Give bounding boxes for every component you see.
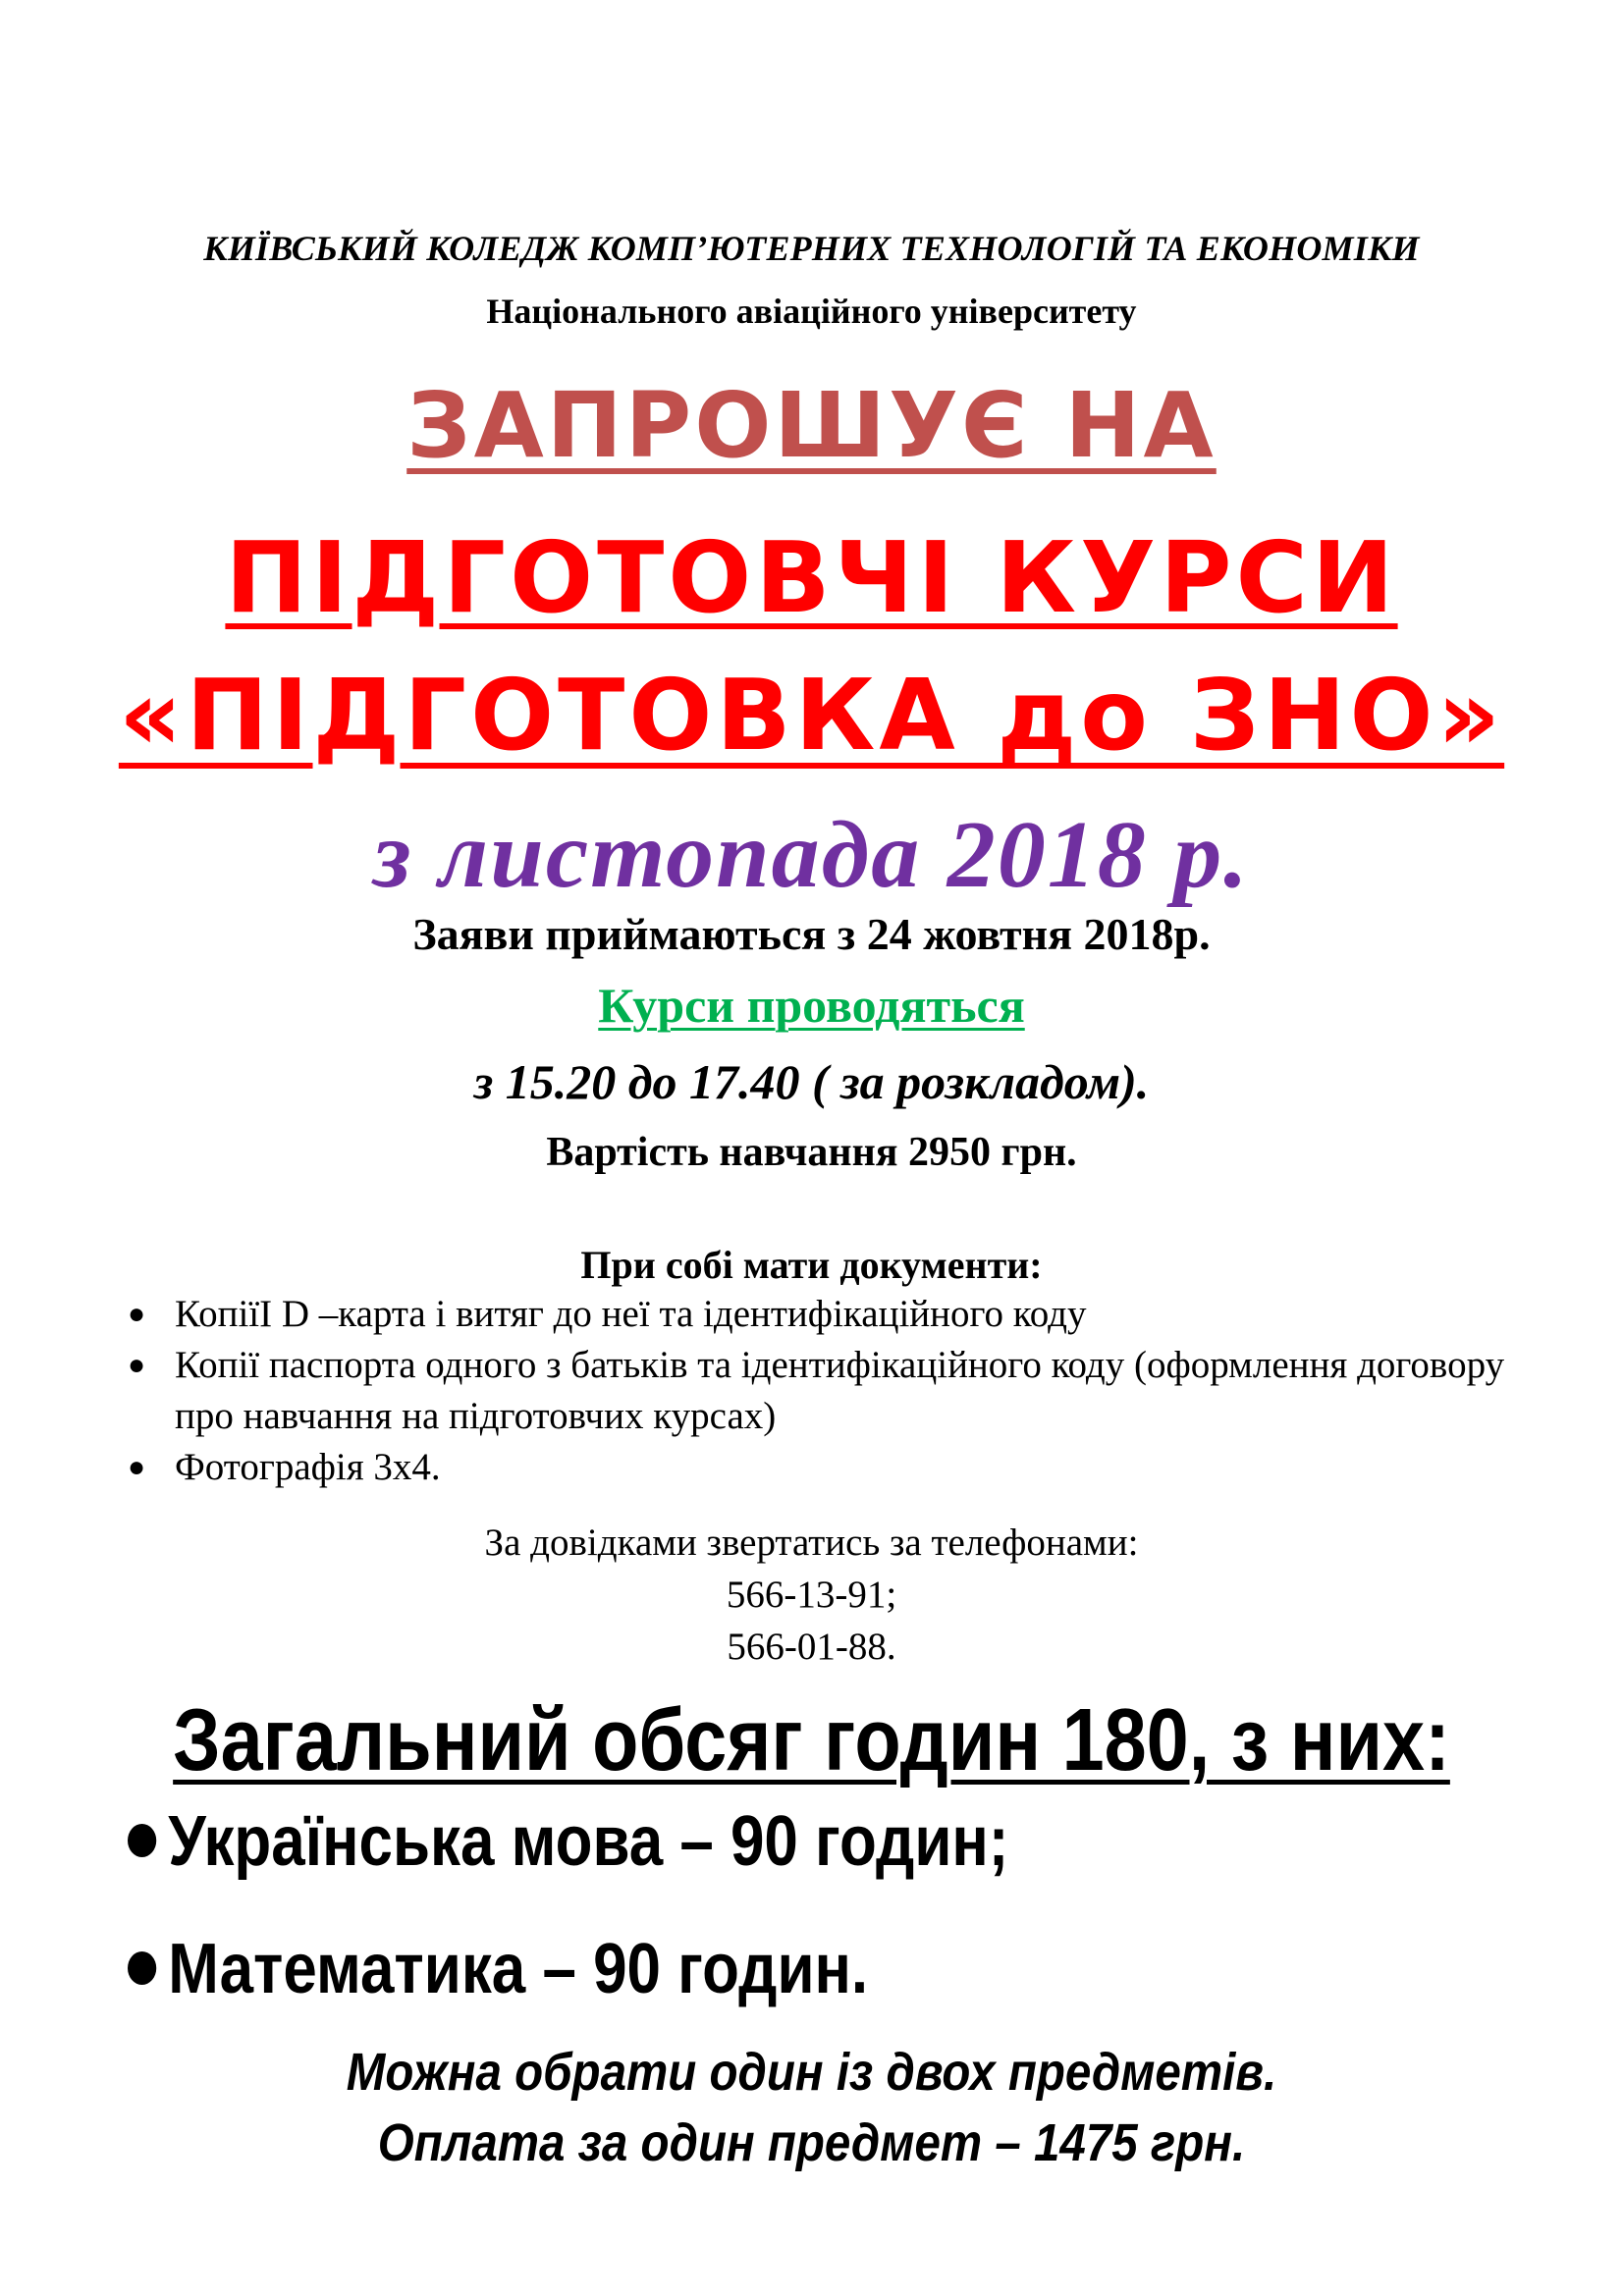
choice-note: Можна обрати один із двох предметів. (346, 2043, 1277, 2102)
list-item (118, 1340, 1542, 1442)
applications-date: Заяви приймаються з 24 жовтня 2018р. (412, 909, 1211, 959)
course-time: з 15.20 до 17.40 ( за розкладом). (473, 1054, 1150, 1109)
documents-heading: При собі мати документи: (580, 1243, 1043, 1287)
subject-item-ukrainian (128, 1801, 1008, 1882)
phone-number: 566-13-91; (726, 1574, 897, 1616)
list-item (118, 1289, 1542, 1340)
payment-note: Оплата за один предмет – 1475 грн. (377, 2113, 1246, 2172)
university-name: Національного авіаційного університету (486, 292, 1137, 331)
document-item-text: КопіїI D –карта і витяг до неї та ідентифікаційного коду (175, 1293, 1087, 1335)
documents-list (118, 1289, 1542, 1493)
bullet-icon (128, 1951, 156, 1985)
college-name: КИЇВСЬКИЙ КОЛЕДЖ КОМП’ЮТЕРНИХ ТЕХНОЛОГІЙ ТА ЕКОНОМІКИ (203, 229, 1420, 268)
bullet-icon (128, 1824, 156, 1857)
list-item (118, 1442, 1542, 1493)
bullet-icon: ● (128, 1451, 146, 1483)
invite-heading: ЗАПРОШУЄ НА (406, 373, 1217, 478)
courses-heading: ПІДГОТОВЧІ КУРСИ (225, 520, 1398, 635)
subject-item-math (128, 1929, 868, 2009)
document-item-text: Фотографія 3х4. (175, 1446, 441, 1488)
document-item-text: Копії паспорта одного з батьків та ідентифікаційного коду (оформлення договору про навчання на підготовчих курсах) (175, 1344, 1505, 1437)
courses-held-label: Курси проводяться (598, 978, 1025, 1033)
total-hours-heading: Загальний обсяг годин 180, з них: (173, 1691, 1450, 1789)
subject-text: Математика – 90 годин. (168, 1930, 869, 2008)
bullet-icon: ● (128, 1349, 146, 1381)
zno-heading: «ПІДГОТОВКА до ЗНО» (118, 658, 1505, 773)
contacts-label: За довідками звертатись за телефонами: (484, 1522, 1139, 1564)
subject-text: Українська мова – 90 годин; (168, 1802, 1009, 1881)
bullet-icon: ● (128, 1298, 146, 1330)
course-cost: Вартість навчання 2950 грн. (546, 1130, 1077, 1175)
start-date: з листопада 2018 р. (373, 802, 1250, 908)
phone-number: 566-01-88. (727, 1626, 896, 1668)
